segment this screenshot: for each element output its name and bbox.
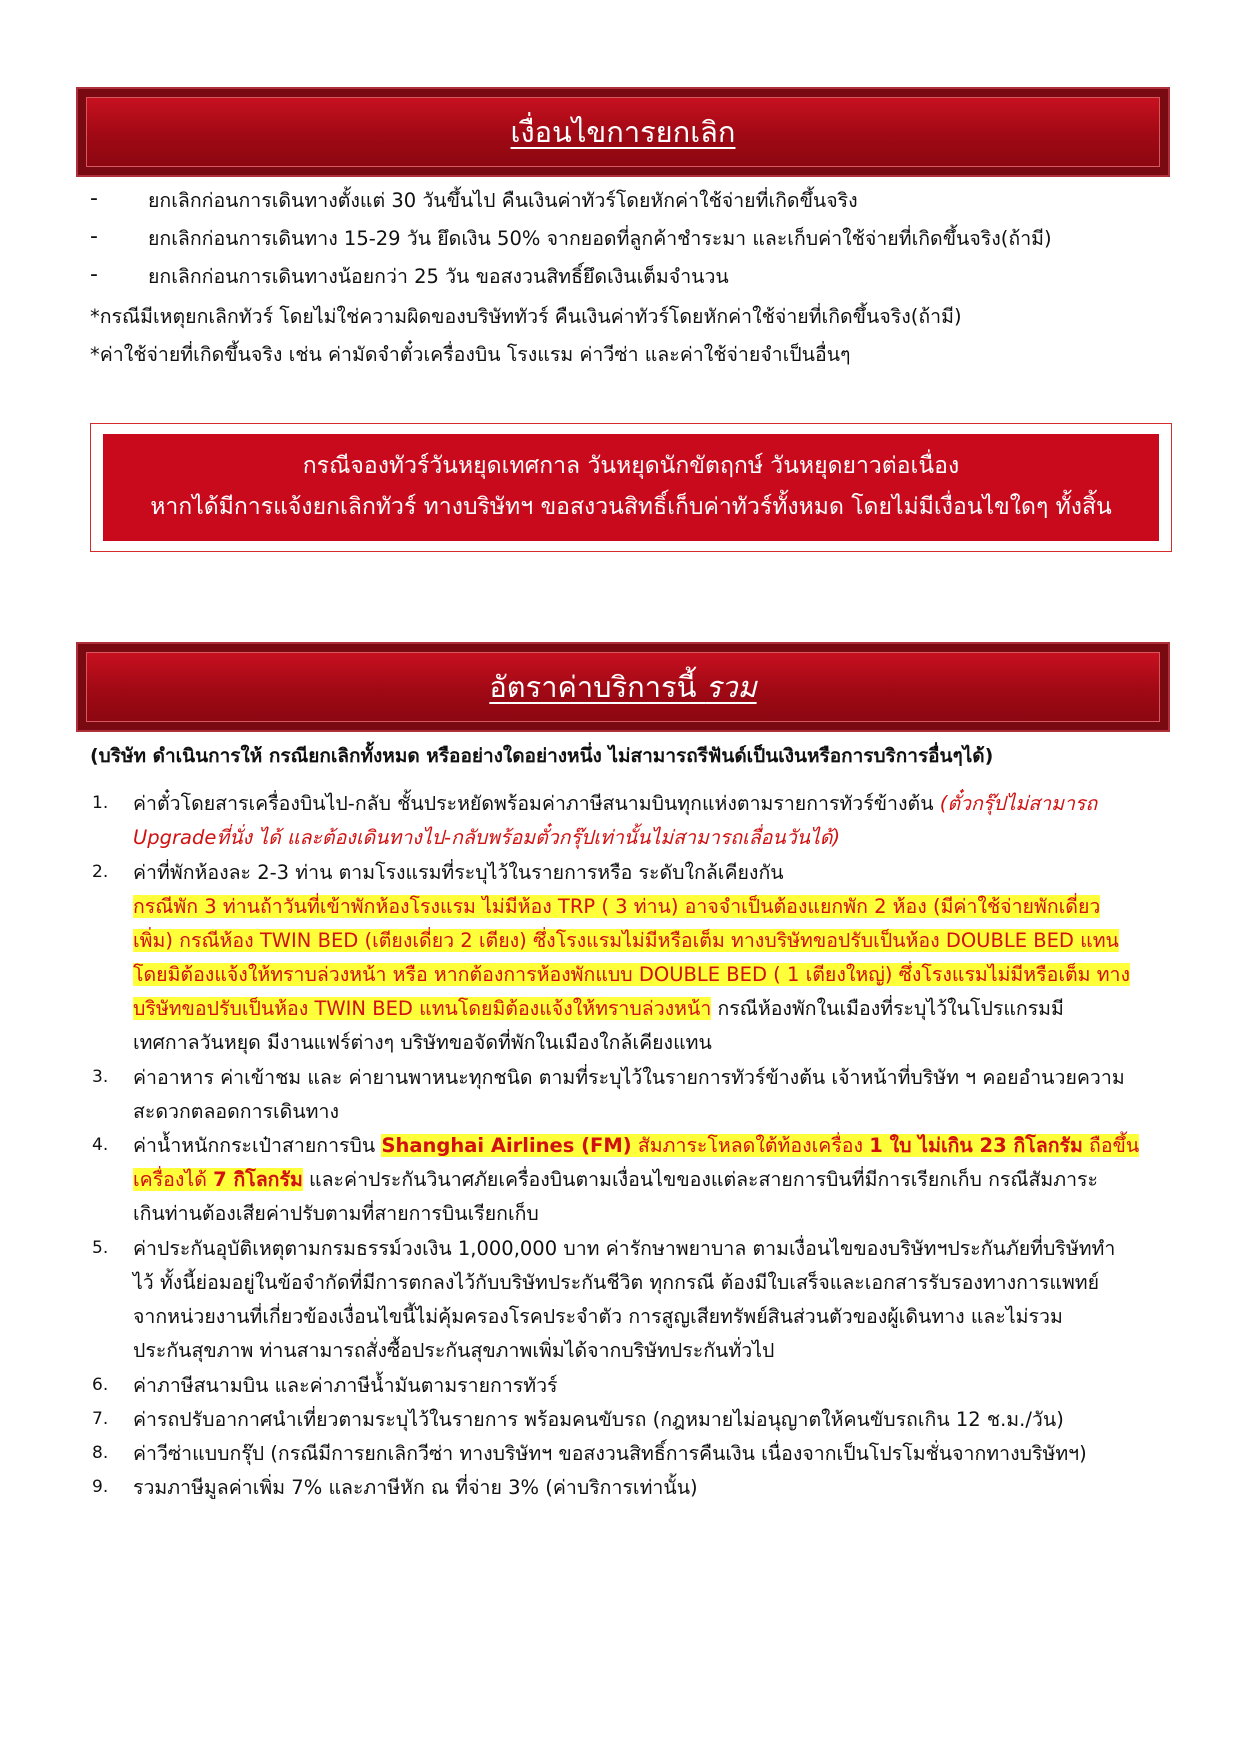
holiday-notice-box	[90, 423, 1172, 552]
included-item-5: ค่าประกันอุบัติเหตุตามกรมธรรม์วงเงิน 1,000,000 บาท ค่ารักษาพยาบาล ตามเงื่อนไขของบริษัทฯประกันภัยที่บริษัททำ	[133, 1237, 1116, 1260]
item-number: 5.	[92, 1238, 109, 1258]
notice-line-1: กรณีจองทัวร์วันหยุดเทศกาล วันหยุดนักขัตฤกษ์ วันหยุดยาวต่อเนื่อง	[302, 453, 960, 479]
included-item-5-cont3: ประกันสุขภาพ ท่านสามารถสั่งซื้อประกันสุขภาพเพิ่มได้จากบริษัทประกันทั่วไป	[133, 1339, 775, 1362]
included-item-3: ค่าอาหาร ค่าเข้าชม และ ค่ายานพาหนะทุกชนิด ตามที่ระบุไว้ในรายการทัวร์ข้างต้น เจ้าหน้าที่บริษัท ฯ คอยอำนวยความ	[133, 1066, 1125, 1089]
cancel-header-banner	[76, 87, 1170, 177]
cancel-item-3: ยกเลิกก่อนการเดินทางน้อยกว่า 25 วัน ขอสงวนสิทธิ์ยึดเงินเต็มจำนวน	[148, 265, 729, 288]
item-number: 8.	[92, 1443, 109, 1463]
bullet-dash: -	[90, 224, 98, 249]
included-item-2-hl3: โดยมิต้องแจ้งให้ทราบล่วงหน้า หรือ หากต้องการห้องพักแบบ DOUBLE BED ( 1 เตียงใหญ่) ซึ่งโรงแรมไม่มีหรือเต็ม ทาง	[133, 963, 1131, 986]
bullet-dash: -	[90, 186, 98, 211]
included-item-6: ค่าภาษีสนามบิน และค่าภาษีน้ำมันตามรายการทัวร์	[133, 1374, 558, 1397]
included-item-9: รวมภาษีมูลค่าเพิ่ม 7% และภาษีหัก ณ ที่จ่าย 3% (ค่าบริการเท่านั้น)	[133, 1476, 698, 1499]
included-item-5-cont2: จากหน่วยงานที่เกี่ยวข้องเงื่อนไขนี้ไม่คุ้มครองโรคประจำตัว การสูญเสียทรัพย์สินส่วนตัวของผู้เดินทาง และไม่รวม	[133, 1305, 1063, 1328]
included-item-7: ค่ารถปรับอากาศนำเที่ยวตามระบุไว้ในรายการ พร้อมคนขับรถ (กฎหมายไม่อนุญาตให้คนขับรถเกิน 12 ช.ม./วัน)	[133, 1408, 1064, 1431]
included-item-2-hl1: กรณีพัก 3 ท่านถ้าวันที่เข้าพักห้องโรงแรม ไม่มีห้อง TRP ( 3 ท่าน) อาจจำเป็นต้องแยกพัก 2 ห้อง (มีค่าใช้จ่ายพักเดี่ยว	[133, 895, 1101, 918]
included-title-em: รวม	[705, 670, 757, 704]
included-title: อัตราค่าบริการนี้ รวม	[489, 670, 757, 704]
item-number: 9.	[92, 1477, 109, 1497]
included-item-4-cont2: เกินท่านต้องเสียค่าปรับตามที่สายการบินเรียกเก็บ	[133, 1202, 539, 1225]
item-number: 6.	[92, 1375, 109, 1395]
cancel-item-2: ยกเลิกก่อนการเดินทาง 15-29 วัน ยึดเงิน 50% จากยอดที่ลูกค้าชำระมา และเก็บค่าใช้จ่ายที่เกิดขึ้นจริง(ถ้ามี)	[148, 227, 1052, 250]
included-item-2: ค่าที่พักห้องละ 2-3 ท่าน ตามโรงแรมที่ระบุไว้ในรายการหรือ ระดับใกล้เคียงกัน	[133, 861, 784, 884]
item-number: 2.	[92, 862, 109, 882]
notice-line-2: หากได้มีการแจ้งยกเลิกทัวร์ ทางบริษัทฯ ขอสงวนสิทธิ์เก็บค่าทัวร์ทั้งหมด โดยไม่มีเงื่อนไขใดๆ ทั้งสิ้น	[150, 494, 1112, 520]
included-subtitle: (บริษัท ดำเนินการให้ กรณียกเลิกทั้งหมด หรืออย่างใดอย่างหนึ่ง ไม่สามารถรีฟันด์เป็นเงินหรือการบริการอื่นๆได้)	[90, 745, 994, 767]
included-item-8: ค่าวีซ่าแบบกรุ๊ป (กรณีมีการยกเลิกวีซ่า ทางบริษัทฯ ขอสงวนสิทธิ์การคืนเงิน เนื่องจากเป็นโปรโมชั่นจากทางบริษัทฯ)	[133, 1442, 1087, 1465]
included-item-1-cont: Upgradeที่นั่ง ได้ และต้องเดินทางไป-กลับพร้อมตั๋วกรุ๊ปเท่านั้นไม่สามารถเลื่อนวันได้)	[133, 826, 841, 849]
included-item-2-hl4: บริษัทขอปรับเป็นห้อง TWIN BED แทนโดยมิต้องแจ้งให้ทราบล่วงหน้า กรณีห้องพักในเมืองที่ระบุไว้ในโปรแกรมมี	[133, 997, 1064, 1020]
bullet-dash: -	[90, 262, 98, 287]
included-item-4-cont: เครื่องได้ 7 กิโลกรัม และค่าประกันวินาศภัยเครื่องบินตามเงื่อนไขของแต่ละสายการบินที่มีการเรียกเก็บ กรณีสัมภาระ	[133, 1168, 1098, 1191]
item-number: 7.	[92, 1409, 109, 1429]
included-item-5-cont: ไว้ ทั้งนี้ย่อมอยู่ในข้อจำกัดที่มีการตกลงไว้กับบริษัทประกันชีวิต ทุกกรณี ต้องมีใบเสร็จและเอกสารรับรองทางการแพทย์	[133, 1271, 1100, 1294]
included-header-banner	[76, 642, 1170, 732]
included-item-3-cont: สะดวกตลอดการเดินทาง	[133, 1100, 339, 1123]
cancel-title: เงื่อนไขการยกเลิก	[510, 115, 736, 149]
item-number: 3.	[92, 1067, 109, 1087]
included-item-2-hl2: เพิ่ม) กรณีห้อง TWIN BED (เตียงเดี่ยว 2 เตียง) ซึ่งโรงแรมไม่มีหรือเต็ม ทางบริษัทขอปรับเป็นห้อง DOUBLE BED แทน	[133, 929, 1119, 952]
included-item-1: ค่าตั๋วโดยสารเครื่องบินไป-กลับ ชั้นประหยัดพร้อมค่าภาษีสนามบินทุกแห่งตามรายการทัวร์ข้างต้น (ตั๋วกรุ๊ปไม่สามารถ	[133, 792, 1098, 815]
cancel-note-2: *ค่าใช้จ่ายที่เกิดขึ้นจริง เช่น ค่ามัดจำตั๋วเครื่องบิน โรงแรม ค่าวีซ่า และค่าใช้จ่ายจำเป็นอื่นๆ	[90, 343, 851, 366]
included-item-2-cont: เทศกาลวันหยุด มีงานแฟร์ต่างๆ บริษัทขอจัดที่พักในเมืองใกล้เคียงแทน	[133, 1031, 712, 1054]
cancel-item-1: ยกเลิกก่อนการเดินทางตั้งแต่ 30 วันขึ้นไป คืนเงินค่าทัวร์โดยหักค่าใช้จ่ายที่เกิดขึ้นจริง	[148, 189, 858, 212]
item-number: 4.	[92, 1135, 109, 1155]
included-item-4: ค่าน้ำหนักกระเป๋าสายการบิน Shanghai Airlines (FM) สัมภาระโหลดใต้ท้องเครื่อง 1 ใบ ไม่เกิน 23 กิโลกรัม ถือขึ้น	[133, 1134, 1140, 1157]
item-number: 1.	[92, 793, 109, 813]
cancel-note-1: *กรณีมีเหตุยกเลิกทัวร์ โดยไม่ใช่ความผิดของบริษัททัวร์ คืนเงินค่าทัวร์โดยหักค่าใช้จ่ายที่เกิดขึ้นจริง(ถ้ามี)	[90, 305, 962, 328]
